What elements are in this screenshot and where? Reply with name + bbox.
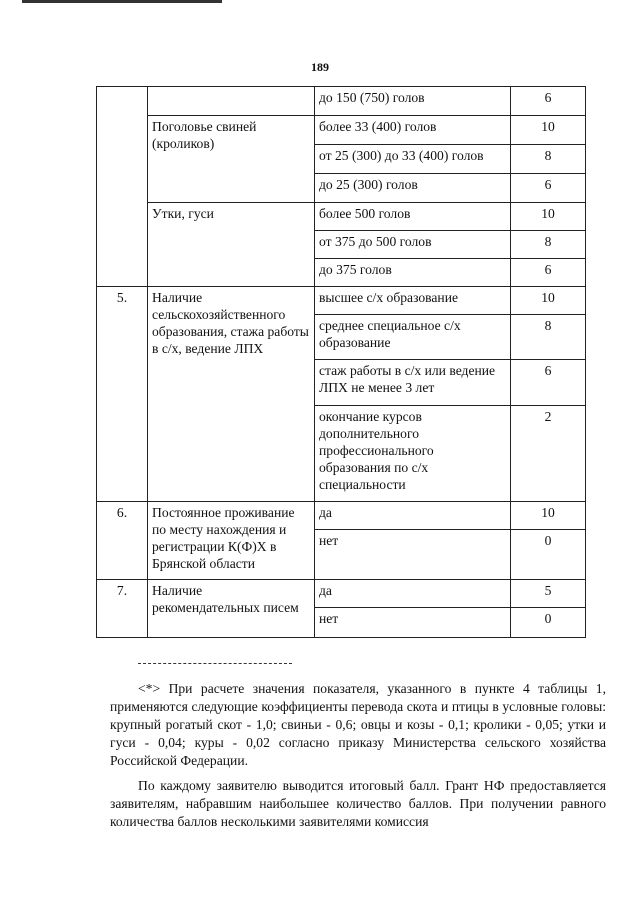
condition-cell: нет [315,608,511,638]
score-cell: 5 [511,580,586,608]
criterion-cell: Постоянное проживание по месту нахождения и регистрации К(Ф)Х в Брянской области [148,502,315,580]
score-cell: 6 [511,87,586,116]
condition-cell: до 25 (300) голов [315,174,511,203]
score-cell: 6 [511,174,586,203]
table-row [97,580,586,608]
condition-cell: до 375 голов [315,259,511,287]
score-cell: 0 [511,530,586,580]
footnote-text: <*> При расчете значения показателя, указанного в пункте 4 таблицы 1, применяются следующие коэффициенты перевода скота и птицы в условные головы: крупный рогатый скот - 1,0; свиньи - 0,6; овцы и козы - 0,1; кролики - 0,05; утки и гуси - 0,04; куры - 0,02 согласно приказу Министерства сельского хозяйства Российской Федерации. [110,681,606,768]
score-cell: 2 [511,406,586,502]
top-rule [22,0,222,3]
criterion-cell [148,87,315,116]
row-number: 5. [97,287,148,502]
body-paragraph: По каждому заявителю выводится итоговый балл. Грант НФ предоставляется заявителям, набравшим наибольшее количество баллов. При получении равного количества баллов несколькими заявителями комиссия [110,778,606,829]
row-number: 7. [97,580,148,638]
condition-cell: стаж работы в с/х или ведение ЛПХ не менее 3 лет [315,360,511,406]
condition-cell: среднее специальное с/х образование [315,315,511,360]
condition-cell: нет [315,530,511,580]
score-cell: 8 [511,315,586,360]
score-cell: 10 [511,502,586,530]
condition-cell: окончание курсов дополнительного профессионального образования по с/х специальности [315,406,511,502]
score-cell: 8 [511,231,586,259]
score-cell: 6 [511,259,586,287]
row-number [97,87,148,287]
condition-cell: более 33 (400) голов [315,116,511,145]
criterion-cell: Поголовье свиней (кроликов) [148,116,315,203]
condition-cell: от 375 до 500 голов [315,231,511,259]
table-row [97,287,586,315]
condition-cell: до 150 (750) голов [315,87,511,116]
score-cell: 0 [511,608,586,638]
score-cell: 6 [511,360,586,406]
table-row [97,502,586,530]
score-cell: 10 [511,203,586,231]
condition-cell: да [315,580,511,608]
table-row [97,203,586,231]
condition-cell: более 500 голов [315,203,511,231]
page-number: 189 [311,60,329,74]
condition-cell: высшее с/х образование [315,287,511,315]
score-cell: 10 [511,287,586,315]
footnote-separator [138,663,292,664]
table-row [97,116,586,145]
row-number: 6. [97,502,148,580]
score-cell: 8 [511,145,586,174]
condition-cell: да [315,502,511,530]
criteria-table [96,86,586,638]
criterion-cell: Утки, гуси [148,203,315,287]
score-cell: 10 [511,116,586,145]
criterion-cell: Наличие рекомендательных писем [148,580,315,638]
criterion-cell: Наличие сельскохозяйственного образования, стажа работы в с/х, ведение ЛПХ [148,287,315,502]
condition-cell: от 25 (300) до 33 (400) голов [315,145,511,174]
table-row [97,87,586,116]
